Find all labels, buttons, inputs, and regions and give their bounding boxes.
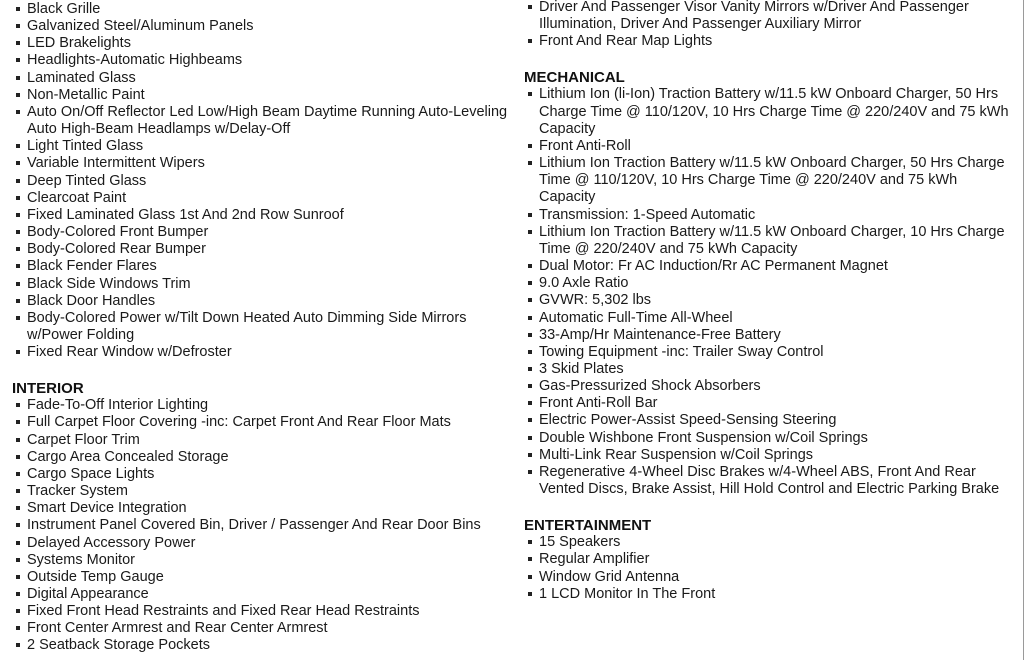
list-item: Systems Monitor [12, 552, 512, 569]
list-item: 1 LCD Monitor In The Front [524, 586, 1014, 603]
list-item: Cargo Area Concealed Storage [12, 449, 512, 466]
exterior-section [12, 1, 512, 361]
list-item: Deep Tinted Glass [12, 173, 512, 190]
list-item: Front And Rear Map Lights [524, 33, 1014, 50]
list-item: Smart Device Integration [12, 500, 512, 517]
list-item: Transmission: 1-Speed Automatic [524, 207, 1014, 224]
left-column [12, 0, 512, 655]
list-item: Front Anti-Roll Bar [524, 395, 1014, 412]
list-item: Variable Intermittent Wipers [12, 155, 512, 172]
list-item: Automatic Full-Time All-Wheel [524, 310, 1014, 327]
list-item: Dual Motor: Fr AC Induction/Rr AC Permanent Magnet [524, 258, 1014, 275]
list-item: Fixed Front Head Restraints and Fixed Rear Head Restraints [12, 603, 512, 620]
mechanical-list [524, 86, 1014, 498]
interior-list [12, 397, 512, 654]
list-item: Black Door Handles [12, 293, 512, 310]
interior-heading: INTERIOR [12, 380, 84, 398]
entertainment-list [524, 534, 1014, 603]
list-item: Headlights-Automatic Highbeams [12, 52, 512, 69]
exterior-list [12, 1, 512, 361]
list-item: Cargo Space Lights [12, 466, 512, 483]
list-item: Body-Colored Power w/Tilt Down Heated Auto Dimming Side Mirrors w/Power Folding [12, 310, 512, 344]
list-item: Fixed Rear Window w/Defroster [12, 344, 512, 361]
list-item: Non-Metallic Paint [12, 87, 512, 104]
right-column [524, 0, 1014, 603]
list-item: Body-Colored Front Bumper [12, 224, 512, 241]
list-item: Lithium Ion (li-Ion) Traction Battery w/11.5 kW Onboard Charger, 50 Hrs Charge Time @ 110/120V, 10 Hrs Charge Time @ 220/240V and 75 kWh Capacity [524, 86, 1014, 137]
list-item: Lithium Ion Traction Battery w/11.5 kW Onboard Charger, 50 Hrs Charge Time @ 110/120V, 10 Hrs Charge Time @ 220/240V and 75 kWh Capacity [524, 155, 1014, 206]
list-item: Fixed Laminated Glass 1st And 2nd Row Sunroof [12, 207, 512, 224]
list-item: GVWR: 5,302 lbs [524, 292, 1014, 309]
list-item: 3 Skid Plates [524, 361, 1014, 378]
list-item: Digital Appearance [12, 586, 512, 603]
mechanical-heading: MECHANICAL [524, 69, 625, 87]
list-item: Front Anti-Roll [524, 138, 1014, 155]
list-item: Auto On/Off Reflector Led Low/High Beam Daytime Running Auto-Leveling Auto High-Beam Headlamps w/Delay-Off [12, 104, 512, 138]
list-item: Black Fender Flares [12, 258, 512, 275]
list-item: Tracker System [12, 483, 512, 500]
list-item: Window Grid Antenna [524, 569, 1014, 586]
list-item: Laminated Glass [12, 70, 512, 87]
list-item: LED Brakelights [12, 35, 512, 52]
list-item: Regular Amplifier [524, 551, 1014, 568]
list-item: Gas-Pressurized Shock Absorbers [524, 378, 1014, 395]
list-item: 33-Amp/Hr Maintenance-Free Battery [524, 327, 1014, 344]
list-item: Carpet Floor Trim [12, 432, 512, 449]
list-item: Towing Equipment -inc: Trailer Sway Control [524, 344, 1014, 361]
list-item: Fade-To-Off Interior Lighting [12, 397, 512, 414]
list-item: Full Carpet Floor Covering -inc: Carpet Front And Rear Floor Mats [12, 414, 512, 431]
visor-list [524, 0, 1014, 50]
list-item: Lithium Ion Traction Battery w/11.5 kW Onboard Charger, 10 Hrs Charge Time @ 220/240V and 75 kWh Capacity [524, 224, 1014, 258]
list-item: 2 Seatback Storage Pockets [12, 637, 512, 654]
list-item: 15 Speakers [524, 534, 1014, 551]
entertainment-heading: ENTERTAINMENT [524, 517, 652, 535]
list-item: Double Wishbone Front Suspension w/Coil Springs [524, 430, 1014, 447]
list-item: Outside Temp Gauge [12, 569, 512, 586]
entertainment-section [524, 517, 1014, 603]
list-item: Clearcoat Paint [12, 190, 512, 207]
list-item: Instrument Panel Covered Bin, Driver / Passenger And Rear Door Bins [12, 517, 512, 534]
list-item: Delayed Accessory Power [12, 535, 512, 552]
list-item: Front Center Armrest and Rear Center Armrest [12, 620, 512, 637]
list-item: Driver And Passenger Visor Vanity Mirrors w/Driver And Passenger Illumination, Driver And Passenger Auxiliary Mirror [524, 0, 1014, 33]
list-item: Light Tinted Glass [12, 138, 512, 155]
list-item: Regenerative 4-Wheel Disc Brakes w/4-Wheel ABS, Front And Rear Vented Discs, Brake Assist, Hill Hold Control and Electric Parking Brake [524, 464, 1014, 498]
list-item: Multi-Link Rear Suspension w/Coil Springs [524, 447, 1014, 464]
list-item: Galvanized Steel/Aluminum Panels [12, 18, 512, 35]
list-item: 9.0 Axle Ratio [524, 275, 1014, 292]
list-item: Electric Power-Assist Speed-Sensing Steering [524, 412, 1014, 429]
visor-section [524, 0, 1014, 50]
interior-section [12, 380, 512, 654]
list-item: Body-Colored Rear Bumper [12, 241, 512, 258]
list-item: Black Side Windows Trim [12, 276, 512, 293]
list-item: Black Grille [12, 1, 512, 18]
mechanical-section [524, 69, 1014, 498]
